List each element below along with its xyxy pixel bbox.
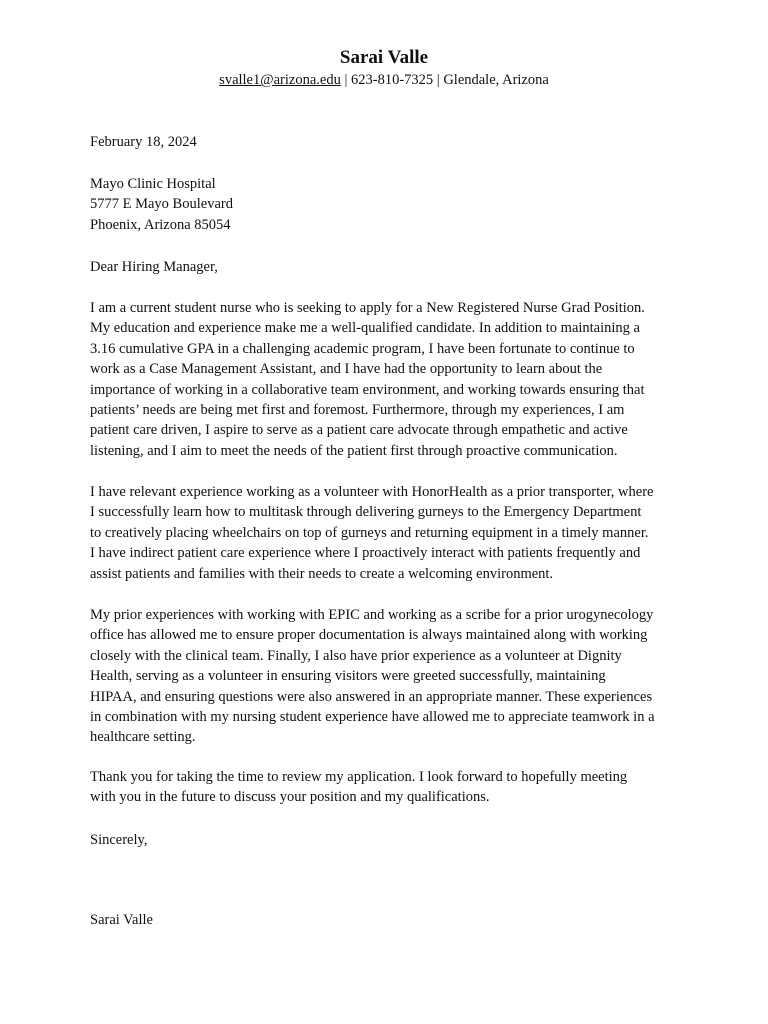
paragraph-line: Health, serving as a volunteer in ensuring visitors were greeted successfully, maintaining xyxy=(90,668,606,685)
letter-date: February 18, 2024 xyxy=(90,134,197,150)
paragraph-line: Thank you for taking the time to review my application. I look forward to hopefully meeting xyxy=(90,769,628,785)
paragraph-4 xyxy=(90,767,690,808)
recipient-line: Phoenix, Arizona 85054 xyxy=(90,216,231,233)
paragraph-line: assist patients and families with their needs to create a welcoming environment. xyxy=(90,565,554,582)
paragraph-line: office has allowed me to ensure proper documentation is always maintained along with working xyxy=(90,627,648,644)
paragraph-line: healthcare setting. xyxy=(90,729,196,746)
paragraph-line: My education and experience make me a well-qualified candidate. In addition to maintaining a xyxy=(90,320,640,337)
paragraph-line: work as a Case Management Assistant, and I have had the opportunity to learn about the xyxy=(90,361,603,378)
recipient-line: Mayo Clinic Hospital xyxy=(90,176,216,192)
paragraph-line: I have indirect patient care experience where I proactively interact with patients frequently and xyxy=(90,545,641,562)
paragraph-line: I am a current student nurse who is seeking to apply for a New Registered Nurse Grad Position. xyxy=(90,300,645,316)
recipient-line: 5777 E Mayo Boulevard xyxy=(90,196,233,213)
signature-name: Sarai Valle xyxy=(90,912,153,928)
location: Glendale, Arizona xyxy=(443,72,549,88)
paragraph-line: I successfully learn how to multitask through delivering gurneys to the Emergency Department xyxy=(90,504,642,521)
contact-separator: | xyxy=(433,72,444,88)
paragraph-2 xyxy=(90,482,690,584)
paragraph-1 xyxy=(90,298,690,461)
paragraph-line: My prior experiences with working with EPIC and working as a scribe for a prior urogynecology xyxy=(90,607,654,623)
paragraph-line: patient care driven, I aspire to serve as a patient care advocate through empathetic and active xyxy=(90,422,628,439)
applicant-name: Sarai Valle xyxy=(339,47,429,68)
paragraph-line: importance of working in a collaborative team environment, and working towards ensuring that xyxy=(90,381,645,398)
contact-separator: | xyxy=(340,72,351,88)
paragraph-line: HIPAA, and ensuring questions were also answered in an appropriate manner. These experiences xyxy=(90,688,653,705)
paragraph-line: closely with the clinical team. Finally, I also have prior experience as a volunteer at Dignity xyxy=(90,647,622,664)
paragraph-line: to creatively placing wheelchairs on top of gurneys and returning equipment in a timely manner. xyxy=(90,524,649,541)
paragraph-line: listening, and I aim to meet the needs of the patient first through proactive communication. xyxy=(90,442,618,459)
closing: Sincerely, xyxy=(90,832,148,848)
contact-line xyxy=(0,71,768,89)
recipient-address xyxy=(90,174,690,235)
email-link[interactable]: svalle1@arizona.edu xyxy=(219,72,341,88)
paragraph-line: 3.16 cumulative GPA in a challenging academic program, I have been fortunate to continue to xyxy=(90,340,635,357)
salutation: Dear Hiring Manager, xyxy=(90,259,218,275)
paragraph-line: patients’ needs are being met first and foremost. Furthermore, through my experiences, I am xyxy=(90,402,625,419)
paragraph-3 xyxy=(90,605,690,748)
paragraph-line: with you in the future to discuss your position and my qualifications. xyxy=(90,789,490,806)
phone-number: 623-810-7325 xyxy=(350,72,434,88)
paragraph-line: I have relevant experience working as a volunteer with HonorHealth as a prior transporter, where xyxy=(90,484,654,500)
paragraph-line: in combination with my nursing student experience have allowed me to appreciate teamwork in a xyxy=(90,709,655,726)
